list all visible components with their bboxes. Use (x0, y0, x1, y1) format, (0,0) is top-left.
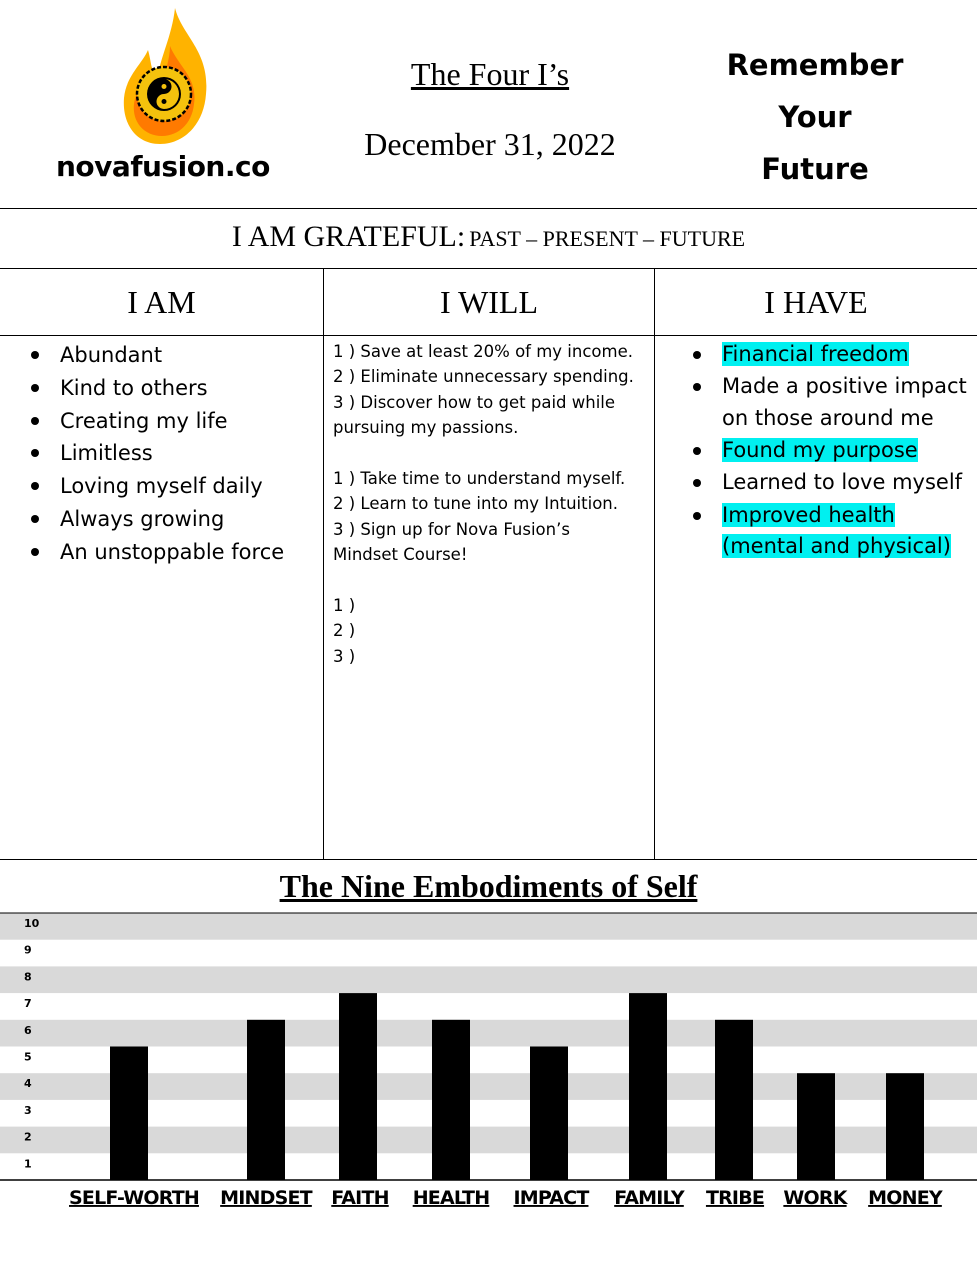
will-line: Mindset Course! (333, 545, 468, 565)
column-divider (654, 268, 655, 859)
will-line: 2 ) Learn to tune into my Intuition. (333, 494, 618, 514)
list-item: Always growing (30, 503, 320, 535)
list-item: An unstoppable force (30, 536, 320, 568)
y-tick-label: 9 (24, 943, 32, 957)
column-heading-i-am: I AM (127, 284, 196, 320)
spacer (333, 568, 653, 593)
column-heading-i-will: I WILL (439, 284, 539, 320)
x-tick-label: FAITH (331, 1187, 389, 1209)
will-line: 1 ) (333, 596, 356, 616)
x-tick-label: IMPACT (513, 1187, 589, 1209)
divider (0, 208, 977, 209)
list-item (692, 500, 977, 563)
grateful-heading (0, 220, 977, 254)
bar (629, 993, 667, 1180)
y-tick-label: 5 (24, 1050, 32, 1064)
spacer (333, 441, 653, 466)
list-item: Loving myself daily (30, 470, 320, 502)
x-tick-label: SELF-WORTH (69, 1187, 199, 1209)
embodiments-bar-chart (0, 912, 977, 1232)
bar (530, 1047, 568, 1181)
novafusion-logo (120, 6, 210, 146)
will-line: 2 ) Eliminate unnecessary spending. (333, 367, 634, 387)
bar (886, 1073, 924, 1180)
item-text: Made a positive impact (722, 374, 967, 399)
y-tick-label: 4 (24, 1077, 32, 1091)
y-tick-label: 6 (24, 1023, 32, 1037)
x-tick-label: TRIBE (705, 1187, 765, 1209)
bar (432, 1020, 470, 1180)
tagline-line-2: Your (778, 100, 852, 134)
list-item (692, 371, 977, 434)
list-item (692, 435, 977, 467)
grid-band (0, 1020, 977, 1047)
y-tick-label: 3 (24, 1103, 32, 1117)
highlighted-text: Found my purpose (722, 438, 918, 463)
divider (0, 859, 977, 860)
column-divider (323, 268, 324, 859)
y-tick-label: 7 (24, 997, 32, 1011)
bar (339, 993, 377, 1180)
highlighted-text: Improved health (722, 502, 895, 527)
will-line: 1 ) Save at least 20% of my income. (333, 342, 633, 361)
grid-band (0, 913, 977, 940)
document-title: The Four I’s (410, 56, 570, 92)
divider (0, 268, 977, 269)
grid-band (0, 966, 977, 993)
grateful-subtitle: PAST – PRESENT – FUTURE (469, 226, 746, 251)
divider (0, 335, 977, 336)
i-am-list (30, 339, 320, 569)
bar (797, 1073, 835, 1180)
x-tick-label: FAMILY (614, 1187, 684, 1209)
grateful-label: I AM GRATEFUL: (231, 220, 466, 253)
list-item: Abundant (30, 339, 320, 371)
chart-title: The Nine Embodiments of Self (279, 868, 698, 904)
i-have-list (692, 339, 977, 563)
x-tick-label: HEALTH (412, 1187, 490, 1209)
item-text: on those around me (722, 405, 934, 430)
will-line: 2 ) (333, 621, 356, 641)
x-tick-label: MINDSET (220, 1187, 312, 1209)
bar (715, 1020, 753, 1180)
tagline (700, 42, 930, 198)
will-line: 1 ) Take time to understand myself. (333, 469, 626, 489)
i-will-list (333, 339, 653, 669)
highlighted-text: (mental and physical) (722, 534, 951, 559)
bar (110, 1047, 148, 1181)
list-item: Kind to others (30, 372, 320, 404)
x-tick-label: MONEY (868, 1187, 942, 1209)
bar (247, 1020, 285, 1180)
y-tick-label: 1 (24, 1157, 32, 1171)
will-line: 3 ) (333, 646, 356, 666)
y-tick-label: 2 (24, 1130, 32, 1144)
will-line: 3 ) Sign up for Nova Fusion’s (333, 519, 570, 539)
y-tick-label: 8 (24, 970, 32, 984)
will-line: 3 ) Discover how to get paid while (333, 392, 616, 412)
tagline-line-1: Remember (726, 48, 904, 82)
tagline-line-3: Future (761, 152, 869, 186)
document-date: December 31, 2022 (364, 126, 616, 162)
x-tick-label: WORK (783, 1187, 847, 1209)
site-name: novafusion.co (56, 150, 270, 183)
highlighted-text: Financial freedom (722, 342, 909, 366)
will-line: pursuing my passions. (333, 418, 519, 438)
y-tick-label: 10 (24, 917, 40, 930)
list-item: Limitless (30, 437, 320, 469)
item-text: Learned to love myself (722, 470, 963, 495)
column-heading-i-have: I HAVE (764, 284, 868, 320)
list-item (692, 339, 977, 371)
list-item (692, 467, 977, 499)
list-item: Creating my life (30, 405, 320, 437)
